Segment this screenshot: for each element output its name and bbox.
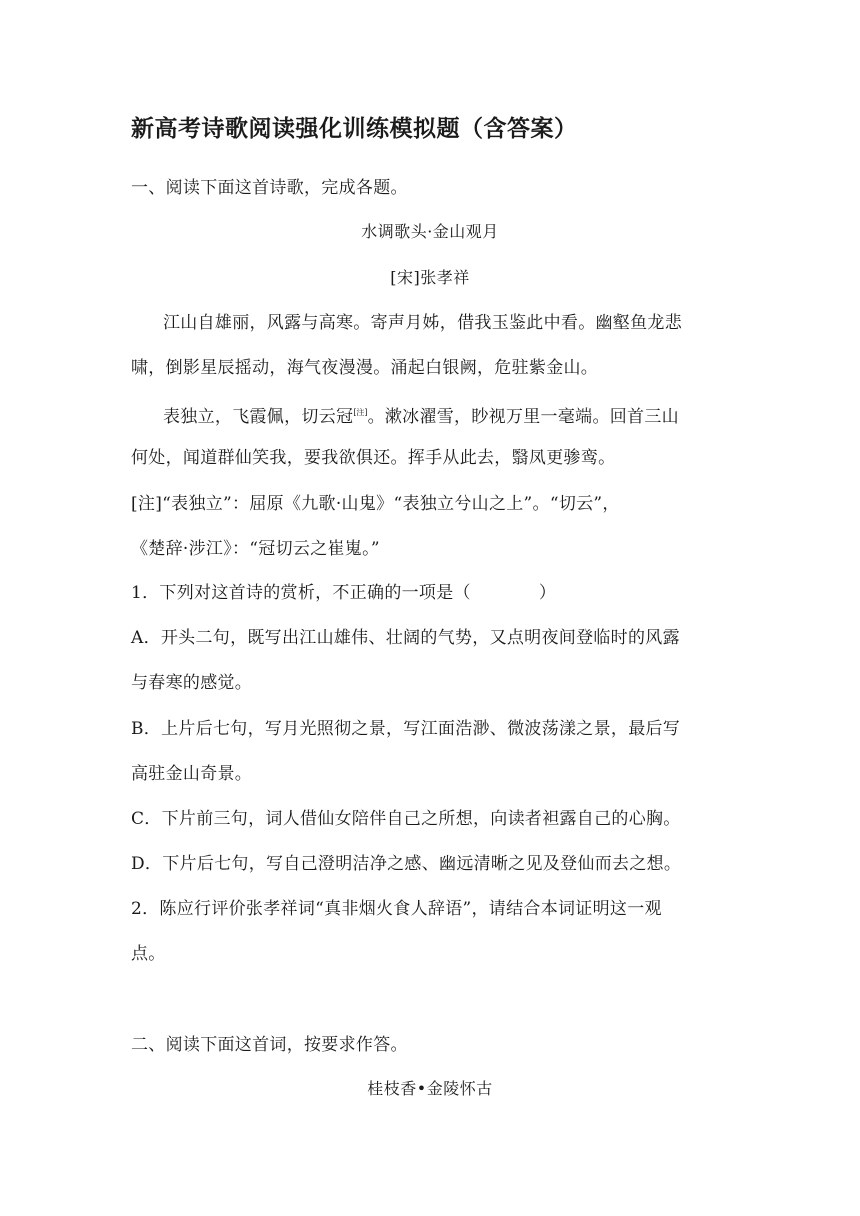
poem1-author: [宋]张孝祥 — [390, 268, 470, 287]
question2-line2: 点。 — [131, 944, 166, 964]
poem1-stanza2-line1-part2: 。漱冰濯雪，眇视万里一毫端。回首三山 — [367, 407, 679, 427]
question1-stem-close: ） — [538, 583, 557, 603]
poem1-stanza2-line1 — [163, 401, 763, 429]
question1-stem-text: 1．下列对这首诗的赏析，不正确的一项是（ — [131, 583, 471, 603]
option-a-line2: 与春寒的感觉。 — [131, 673, 253, 693]
option-d: D．下片后七句，写自己澄明洁净之感、幽远清晰之见及登仙而去之想。 — [131, 854, 682, 874]
option-c: C．下片前三句，词人借仙女陪伴自己之所想，向读者袒露自己的心胸。 — [131, 809, 681, 829]
poem1-stanza1-line2: 啸，倒影星辰摇动，海气夜漫漫。涌起白银阙，危驻紫金山。 — [131, 358, 599, 378]
poem1-stanza2-line2: 何处，闻道群仙笑我，要我欲俱还。挥手从此去，翳凤更骖鸾。 — [131, 448, 616, 468]
poem1-note-line1: [注]“表独立”：屈原《九歌·山鬼》“表独立兮山之上”。“切云”， — [131, 494, 620, 514]
poem1-stanza2-line1-part1: 表独立，飞霞佩，切云冠 — [163, 407, 354, 427]
poem1-note-line2: 《楚辞·涉江》：“冠切云之崔嵬。” — [131, 539, 380, 559]
footnote-marker: [注] — [353, 408, 368, 417]
question2-line1: 2．陈应行评价张孝祥词“真非烟火食人辞语”，请结合本词证明这一观 — [131, 899, 662, 919]
poem2-title: 桂枝香•金陵怀古 — [367, 1079, 493, 1098]
poem1-stanza1-line1: 江山自雄丽，风露与高寒。寄声月姊，借我玉鉴此中看。幽壑鱼龙悲 — [163, 313, 682, 333]
question1-stem — [131, 581, 731, 605]
option-b-line2: 高驻金山奇景。 — [131, 764, 253, 784]
option-a-line1: A．开头二句，既写出江山雄伟、壮阔的气势，又点明夜间登临时的风露 — [131, 628, 680, 648]
document-title: 新高考诗歌阅读强化训练模拟题（含答案） — [131, 116, 578, 142]
section2-heading: 二、阅读下面这首词，按要求作答。 — [131, 1035, 408, 1055]
section1-heading: 一、阅读下面这首诗歌，完成各题。 — [131, 178, 408, 198]
poem1-title: 水调歌头·金山观月 — [361, 222, 499, 241]
option-b-line1: B．上片后七句，写月光照彻之景，写江面浩渺、微波荡漾之景，最后写 — [131, 719, 681, 739]
